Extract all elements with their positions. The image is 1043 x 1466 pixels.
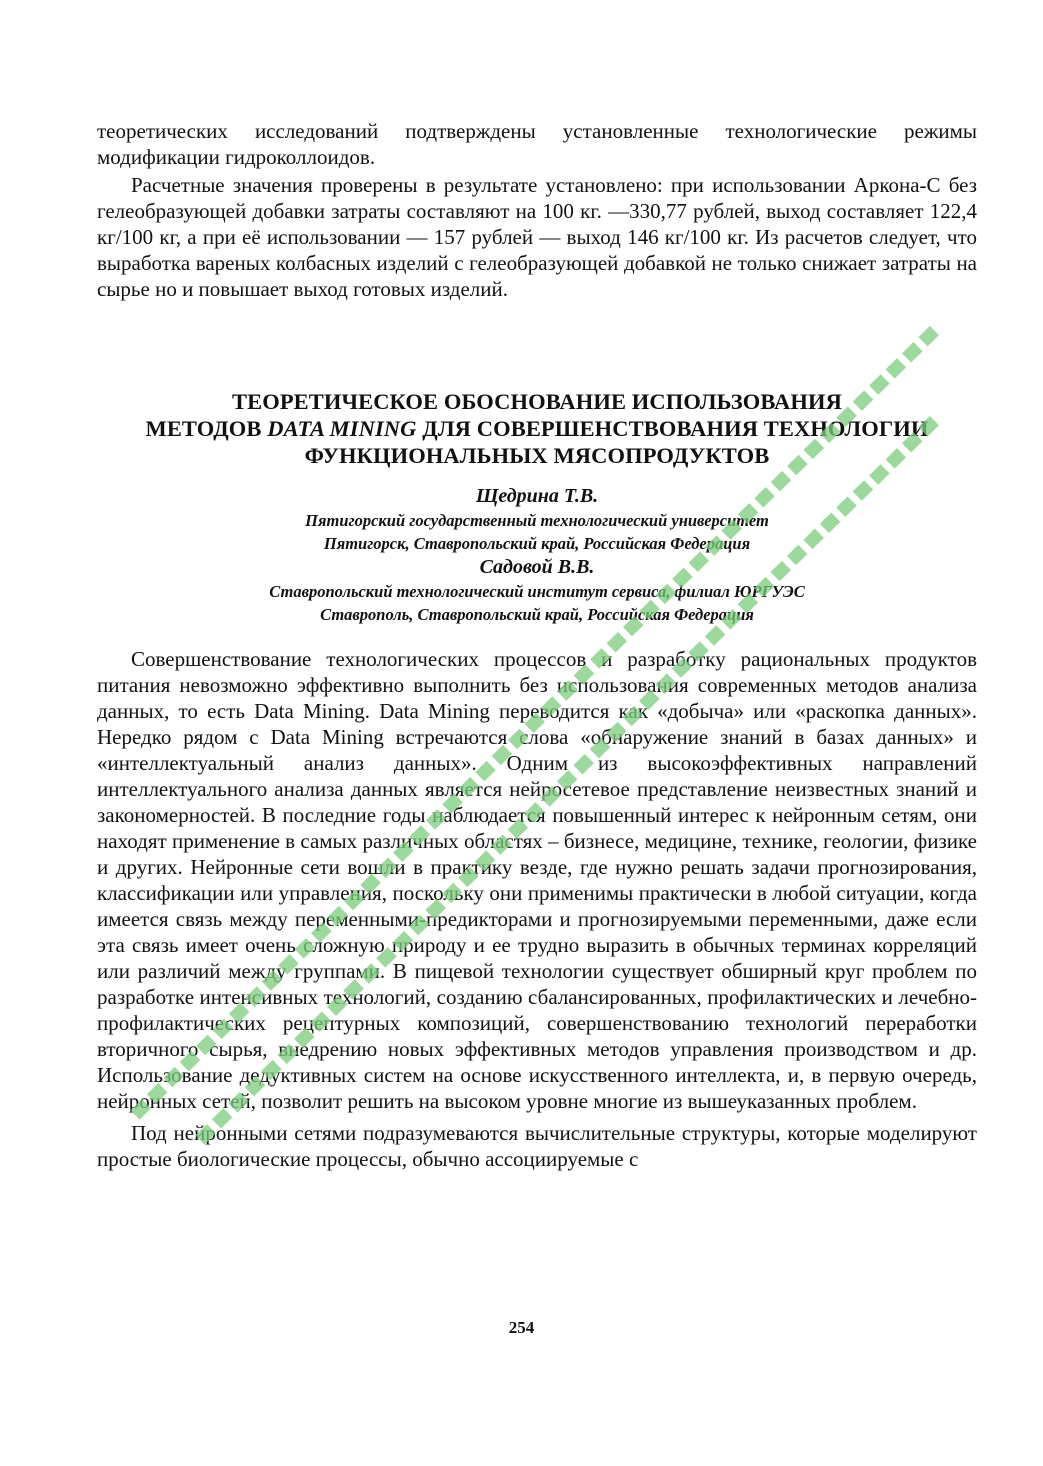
- title-line-2: [97, 415, 977, 442]
- article-body: [97, 646, 977, 1172]
- author-affiliation: Ставропольский технологический институт сервиса, филиал ЮРГУЭС: [269, 582, 805, 601]
- authors-block: [97, 484, 977, 626]
- title-line-1: ТЕОРЕТИЧЕСКОЕ ОБОСНОВАНИЕ ИСПОЛЬЗОВАНИЯ: [232, 389, 842, 414]
- author-name: Садовой В.В.: [479, 556, 595, 578]
- intro-paragraph-results: Расчетные значения проверены в результате установлено: при использовании Аркона-С без гелеобразующей добавки затраты составляют на 100 кг. —330,77 рублей, выход составляет 122,4 кг/100 кг, а при её использовании — 157 рублей — выход 146 кг/100 кг. Из расчетов следует, что выработка вареных колбасных изделий с гелеобразующей добавкой не только снижает затраты на сырье но и повышает выход готовых изделий.: [97, 173, 977, 301]
- author-name: Щедрина Т.В.: [475, 485, 599, 507]
- title-data-mining: DATA MINING: [267, 416, 417, 441]
- author-location: Ставрополь, Ставропольский край, Российская Федерация: [320, 605, 754, 624]
- page-number: 254: [508, 1318, 535, 1337]
- intro-section: [97, 118, 977, 302]
- title-line-2-start: МЕТОДОВ: [145, 416, 268, 441]
- author-location: Пятигорск, Ставропольский край, Российская Федерация: [323, 534, 751, 553]
- intro-paragraph-continuation: теоретических исследований подтверждены установленные технологические режимы модификации гидроколлоидов.: [97, 119, 977, 169]
- author-affiliation: Пятигорский государственный технологический университет: [305, 511, 769, 530]
- article-title: [97, 388, 977, 469]
- title-line-2-end: ДЛЯ СОВЕРШЕНСТВОВАНИЯ ТЕХНОЛОГИИ: [416, 416, 929, 441]
- body-paragraph: Совершенствование технологических процессов и разработку рациональных продуктов питания невозможно эффективно выполнить без использования современных методов анализа данных, то есть Data Mining. Data Mining переводится как «добыча» или «раскопка данных». Нередко рядом с Data Mining встречаются слова «обнаружение знаний в базах данных» и «интеллектуальный анализ данных». Одним из высокоэффективных направлений интеллектуального анализа данных является нейросетевое представление неизвестных знаний и закономерностей. В последние годы наблюдается повышенный интерес к нейронным сетям, они находят применение в самых различных областях – бизнесе, медицине, технике, геологии, физике и других. Нейронные сети вошли в практику везде, где нужно решать задачи прогнозирования, классификации или управления, поскольку они применимы практически в любой ситуации, когда имеется связь между переменными-предикторами и прогнозируемыми переменными, даже если эта связь имеет очень сложную природу и ее трудно выразить в обычных терминах корреляций или различий между группами. В пищевой технологии существует обширный круг проблем по разработке интенсивных технологий, созданию сбалансированных, профилактических и лечебно-профилактических рецептурных композиций, совершенствованию технологий переработки вторичного сырья, внедрению новых эффективных методов управления производством и др. Использование дедуктивных систем на основе искусственного интеллекта, и, в первую очередь, нейронных сетей, позволит решить на высоком уровне многие из вышеуказанных проблем.: [97, 647, 977, 1113]
- body-paragraph: Под нейронными сетями подразумеваются вычислительные структуры, которые моделируют простые биологические процессы, обычно ассоциируемые с: [97, 1121, 977, 1171]
- title-line-3: ФУНКЦИОНАЛЬНЫХ МЯСОПРОДУКТОВ: [304, 443, 770, 468]
